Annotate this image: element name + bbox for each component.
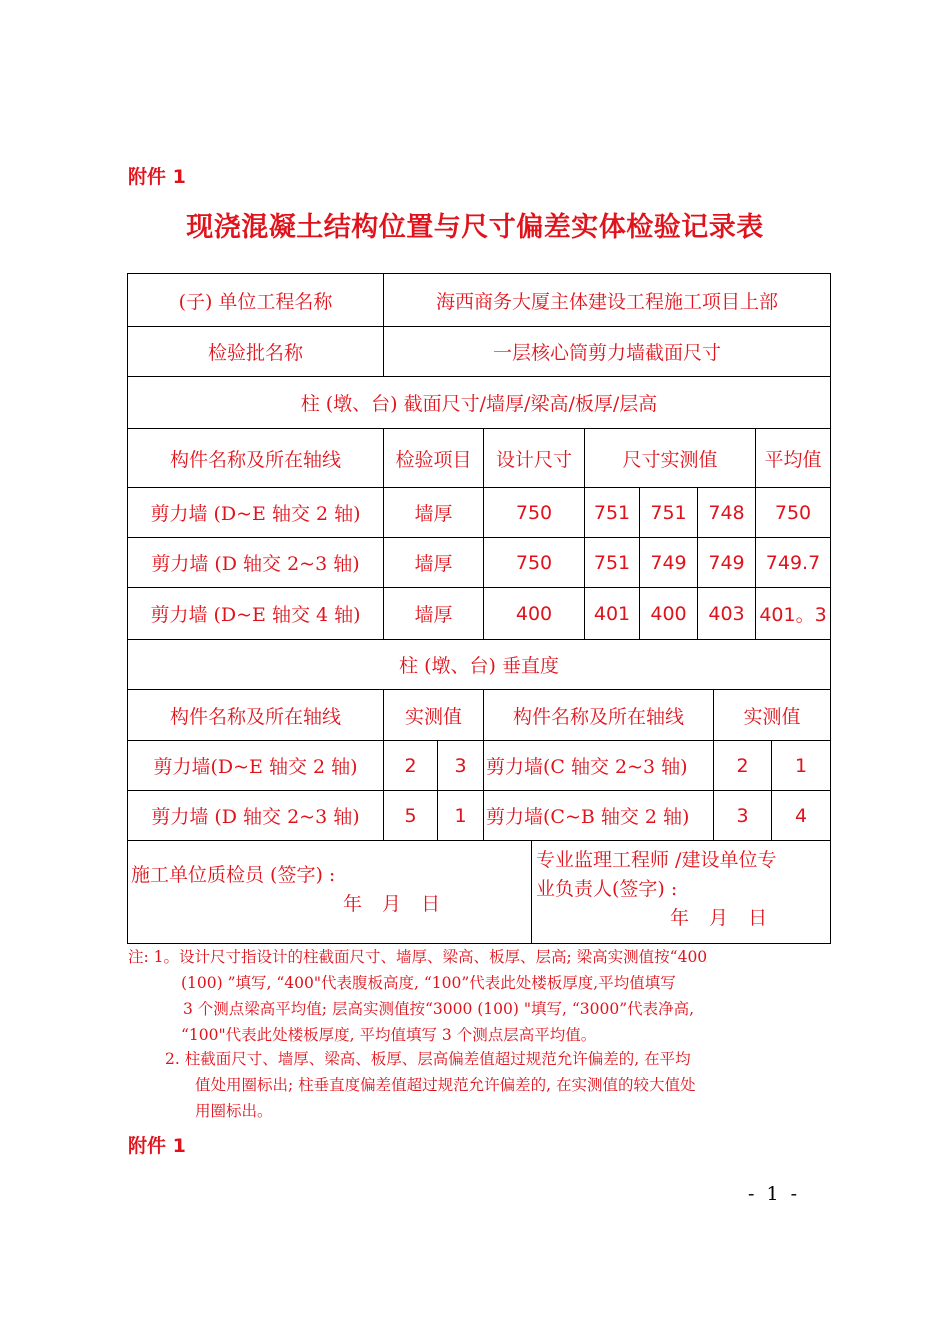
page-number: - 1 -	[748, 1183, 801, 1205]
header-member: 构件名称及所在轴线	[169, 448, 341, 471]
note-line: “100"代表此处楼板厚度, 平均值填写 3 个测点层高平均值。	[181, 1026, 597, 1044]
unit-project-label: (子) 单位工程名称	[178, 290, 333, 313]
header-member-left: 构件名称及所在轴线	[169, 705, 341, 728]
table-row-member: 剪力墙 (D~E 轴交 4 轴)	[150, 604, 361, 626]
table-row-item: 墙厚	[414, 604, 453, 626]
note-line: 注: 1。设计尺寸指设计的柱截面尺寸、墙厚、梁高、板厚、层高; 梁高实测值按“400	[128, 948, 708, 966]
table-row-measure-2: 749	[650, 551, 687, 574]
table-row-value-3: 3	[736, 804, 749, 827]
supervisor-signature-date: 年 月 日	[670, 907, 768, 929]
table-row-value-1: 2	[404, 754, 417, 777]
table-row-measure-1: 751	[593, 501, 631, 524]
document-title: 现浇混凝土结构位置与尺寸偏差实体检验记录表	[186, 212, 764, 243]
note-line: 值处用圈标出; 柱垂直度偏差值超过规范允许偏差的, 在实测值的较大值处	[195, 1076, 696, 1094]
table-row-measure-3: 748	[708, 501, 745, 524]
table-row-member-right: 剪力墙(C 轴交 2~3 轴)	[486, 756, 688, 778]
note-line: 2. 柱截面尺寸、墙厚、梁高、板厚、层高偏差值超过规范允许偏差的, 在平均	[165, 1050, 691, 1068]
table-row-average: 749.7	[765, 551, 821, 574]
contractor-inspector-signature-label: 施工单位质检员 (签字) :	[131, 864, 336, 886]
table-row-member-left: 剪力墙 (D 轴交 2~3 轴)	[151, 806, 360, 828]
header-member-right: 构件名称及所在轴线	[512, 705, 684, 728]
supervisor-signature-label-line2: 业负责人(签字) :	[536, 878, 678, 900]
table-row-value-1: 5	[404, 804, 417, 827]
table-row-value-4: 1	[794, 754, 808, 777]
unit-project-value: 海西商务大厦主体建设工程施工项目上部	[435, 290, 778, 313]
table-row-average: 401。3	[759, 604, 827, 626]
table-row-measure-3: 403	[708, 602, 745, 625]
note-line: (100) ”填写, “400"代表腹板高度, “100”代表此处楼板厚度,平均值填写	[181, 974, 676, 992]
contractor-signature-date: 年 月 日	[343, 893, 441, 915]
table-row-member: 剪力墙 (D 轴交 2~3 轴)	[151, 553, 360, 575]
table-row-measure-2: 751	[650, 501, 687, 524]
table-row-member-left: 剪力墙(D~E 轴交 2 轴)	[153, 756, 358, 778]
table-row-design: 750	[515, 501, 553, 524]
table-row-value-2: 1	[454, 804, 467, 827]
table-row-value-3: 2	[736, 754, 749, 777]
section1-title: 柱 (墩、台) 截面尺寸/墙厚/梁高/板厚/层高	[300, 393, 658, 415]
table-row-item: 墙厚	[414, 553, 453, 575]
header-measured: 尺寸实测值	[622, 448, 718, 471]
table-row-design: 750	[515, 551, 553, 574]
table-row-measure-2: 400	[650, 602, 687, 625]
table-row-average: 750	[774, 501, 812, 524]
header-measured-right: 实测值	[743, 705, 801, 728]
header-design: 设计尺寸	[495, 448, 572, 471]
table-row-member-right: 剪力墙(C~B 轴交 2 轴)	[486, 806, 690, 828]
table-row-item: 墙厚	[414, 503, 453, 525]
table-row-measure-1: 401	[593, 602, 631, 625]
table-row-value-4: 4	[794, 804, 808, 827]
attachment-label-top: 附件 1	[128, 166, 186, 188]
section2-title: 柱 (墩、台) 垂直度	[399, 655, 559, 677]
header-average: 平均值	[764, 448, 822, 471]
batch-value: 一层核心筒剪力墙截面尺寸	[492, 342, 721, 364]
note-line: 用圈标出。	[195, 1102, 273, 1120]
table-row-value-2: 3	[454, 754, 467, 777]
table-row-design: 400	[515, 602, 553, 625]
batch-label: 检验批名称	[207, 342, 303, 364]
header-item: 检验项目	[395, 448, 472, 471]
table-row-member: 剪力墙 (D~E 轴交 2 轴)	[150, 503, 361, 525]
note-line: 3 个测点梁高平均值; 层高实测值按“3000 (100) "填写, “3000”代表净高,	[183, 1000, 695, 1018]
table-row-measure-1: 751	[593, 551, 631, 574]
supervisor-signature-label-line1: 专业监理工程师 /建设单位专	[536, 849, 777, 871]
attachment-label-bottom: 附件 1	[128, 1135, 186, 1157]
header-measured-left: 实测值	[404, 705, 462, 728]
table-row-measure-3: 749	[708, 551, 745, 574]
